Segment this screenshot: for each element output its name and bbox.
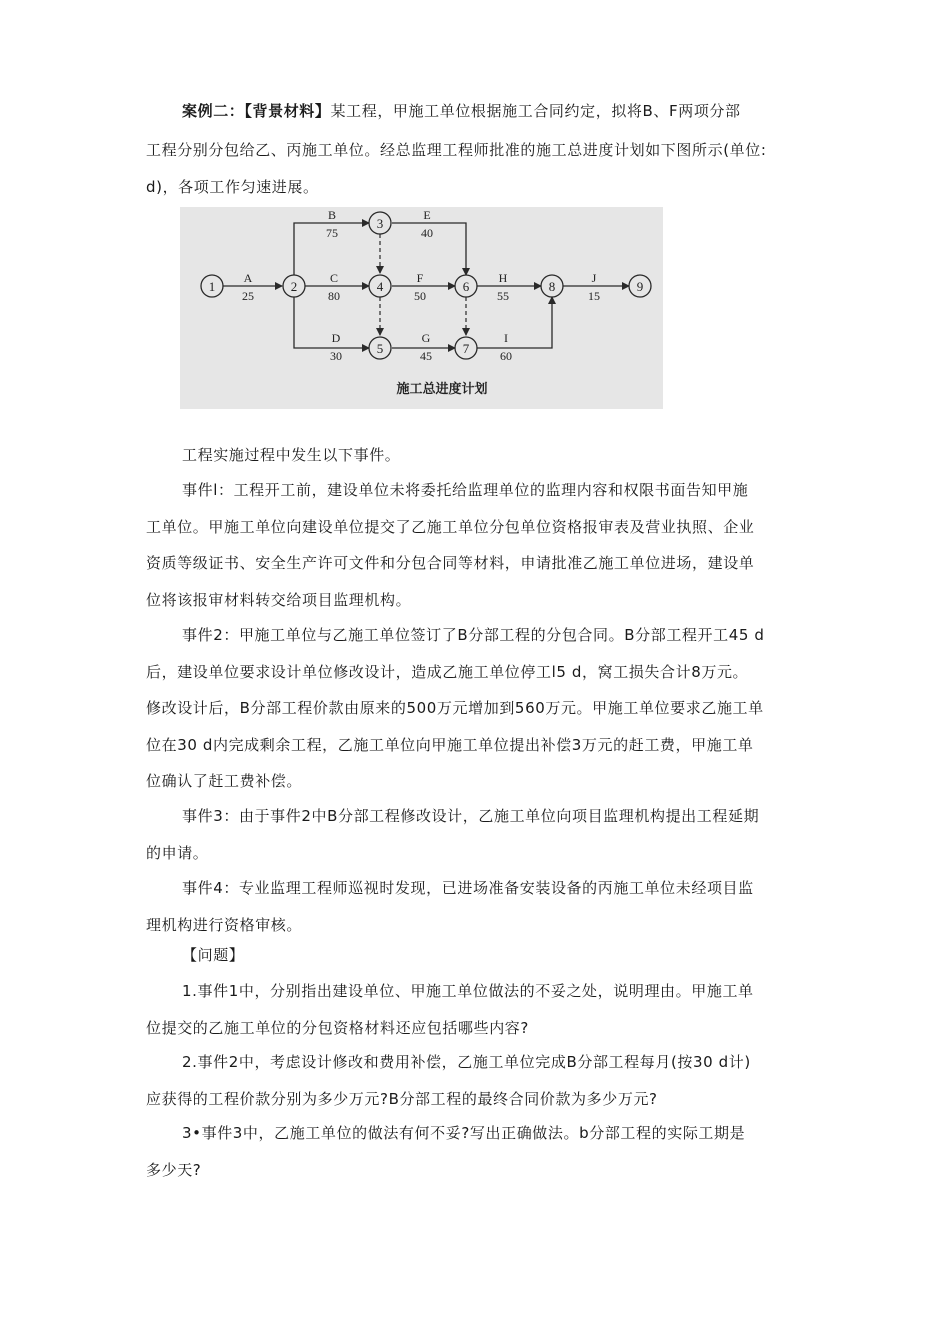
intro-line-2: 工程分别分包给乙、丙施工单位。经总监理工程师批准的施工总进度计划如下图所示(单位: <box>146 141 767 159</box>
node-8-label: 8 <box>548 279 556 294</box>
activity-E-duration: 40 <box>421 226 433 240</box>
question3-line-2: 多少天? <box>146 1161 202 1179</box>
event1-line-4: 位将该报审材料转交给项目监理机构。 <box>146 591 412 609</box>
network-diagram <box>180 207 663 409</box>
intro-line-1 <box>182 100 741 122</box>
event1-line-3: 资质等级证书、安全生产许可文件和分包合同等材料，申请批准乙施工单位进场，建设单 <box>146 554 755 572</box>
intro-line-3: d)，各项工作匀速进展。 <box>146 178 319 196</box>
activity-F-name: F <box>416 271 424 285</box>
activity-J-name: J <box>591 271 597 285</box>
event2-line-3: 修改设计后，B分部工程价款由原来的500万元增加到560万元。甲施工单位要求乙施工单 <box>146 699 764 717</box>
node-3-label: 3 <box>376 216 384 231</box>
event3-line-2: 的申请。 <box>146 844 209 862</box>
question1-line-2: 位提交的乙施工单位的分包资格材料还应包括哪些内容? <box>146 1019 529 1037</box>
question2-line-1: 2.事件2中，考虑设计修改和费用补偿，乙施工单位完成B分部工程每月(按30 d计) <box>182 1053 751 1071</box>
questions-heading: 【问题】 <box>182 946 245 964</box>
activity-B-duration: 75 <box>326 226 338 240</box>
event2-line-1: 事件2：甲施工单位与乙施工单位签订了B分部工程的分包合同。B分部工程开工45 d <box>182 626 765 644</box>
node-6-label: 6 <box>462 279 470 294</box>
node-2-label: 2 <box>290 279 298 294</box>
event2-line-5: 位确认了赶工费补偿。 <box>146 772 303 790</box>
activity-A-name: A <box>243 271 253 285</box>
intro-label: 案例二：【背景材料】 <box>182 102 331 120</box>
activity-G-name: G <box>421 331 431 345</box>
activity-A-duration: 25 <box>242 289 254 303</box>
activity-B-name: B <box>327 208 337 222</box>
event4-line-1: 事件4：专业监理工程师巡视时发现，已进场准备安装设备的丙施工单位未经项目监 <box>182 879 754 897</box>
event4-line-2: 理机构进行资格审核。 <box>146 916 303 934</box>
node-9-label: 9 <box>636 279 644 294</box>
activity-C-duration: 80 <box>328 289 340 303</box>
node-4-label: 4 <box>376 279 384 294</box>
intro-text-1: 某工程，甲施工单位根据施工合同约定，拟将B、F两项分部 <box>330 102 741 120</box>
paragraph-intro-events: 工程实施过程中发生以下事件。 <box>182 446 401 464</box>
event1-line-1: 事件l：工程开工前，建设单位未将委托给监理单位的监理内容和权限书面告知甲施 <box>182 481 749 499</box>
event3-line-1: 事件3：由于事件2中B分部工程修改设计，乙施工单位向项目监理机构提出工程延期 <box>182 807 760 825</box>
arrow-I <box>477 297 552 348</box>
diagram-caption: 施工总进度计划 <box>396 382 488 397</box>
question1-line-1: 1.事件1中，分别指出建设单位、甲施工单位做法的不妥之处，说明理由。甲施工单 <box>182 982 754 1000</box>
question3-line-1: 3•事件3中，乙施工单位的做法有何不妥?写出正确做法。b分部工程的实际工期是 <box>182 1124 746 1142</box>
event2-line-4: 位在30 d内完成剩余工程，乙施工单位向甲施工单位提出补偿3万元的赶工费，甲施工单 <box>146 736 754 754</box>
activity-G-duration: 45 <box>420 349 432 363</box>
event2-line-2: 后，建设单位要求设计单位修改设计，造成乙施工单位停工l5 d，窝工损失合计8万元。 <box>146 663 749 681</box>
activity-F-duration: 50 <box>414 289 426 303</box>
activity-D-duration: 30 <box>330 349 342 363</box>
activity-H-duration: 55 <box>497 289 509 303</box>
question2-line-2: 应获得的工程价款分别为多少万元?B分部工程的最终合同价款为多少万元? <box>146 1090 658 1108</box>
activity-C-name: C <box>329 271 339 285</box>
node-5-label: 5 <box>376 341 384 356</box>
activity-I-duration: 60 <box>500 349 512 363</box>
event1-line-2: 工单位。甲施工单位向建设单位提交了乙施工单位分包单位资格报审表及营业执照、企业 <box>146 518 755 536</box>
activity-I-name: I <box>504 331 508 345</box>
activity-H-name: H <box>498 271 508 285</box>
node-7-label: 7 <box>462 341 470 356</box>
activity-J-duration: 15 <box>588 289 600 303</box>
activity-D-name: D <box>331 331 341 345</box>
node-1-label: 1 <box>208 279 216 294</box>
activity-E-name: E <box>423 208 431 222</box>
